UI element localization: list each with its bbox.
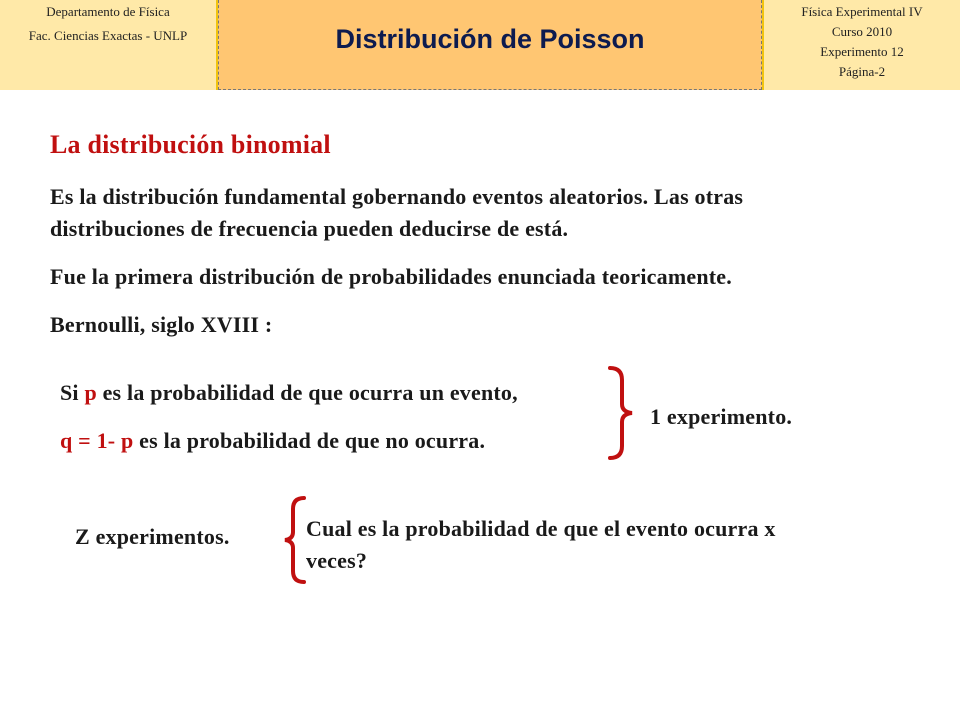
course-name-label: Física Experimental IV [801, 4, 923, 19]
question-line-2: veces? [306, 548, 368, 573]
paragraph-3: Bernoulli, siglo XVIII : [50, 312, 273, 337]
section-title: La distribución binomial [50, 130, 331, 159]
variable-p: p [84, 380, 97, 405]
header-left-panel [0, 0, 218, 90]
paragraph-2: Fue la primera distribución de probabilidades enunciada teoricamente. [50, 264, 732, 289]
z-experiments-label: Z experimentos. [75, 524, 230, 549]
faculty-label: Fac. Ciencias Exactas - UNLP [28, 28, 188, 43]
page-number-label: Página-2 [838, 64, 886, 79]
header-title-panel [218, 0, 762, 90]
experiment-label: Experimento 12 [820, 44, 904, 59]
header-right-panel [762, 0, 960, 90]
department-label: Departamento de Física [46, 4, 170, 19]
definition-p-line [60, 380, 518, 406]
definition-p-suffix: es la probabilidad de que ocurra un evento, [96, 380, 518, 405]
right-brace-icon [606, 366, 636, 460]
paragraph-1-line-2: distribuciones de frecuencia pueden deducirse de está. [50, 216, 569, 241]
one-experiment-label: 1 experimento. [650, 404, 793, 429]
course-year-label: Curso 2010 [831, 24, 893, 39]
page-title: Distribución de Poisson [335, 24, 645, 54]
paragraph-1-line-1: Es la distribución fundamental gobernando eventos aleatorios. Las otras [50, 184, 744, 209]
definition-q-suffix: es la probabilidad de que no ocurra. [133, 428, 486, 453]
question-line-1: Cual es la probabilidad de que el evento ocurra x [306, 516, 776, 541]
definition-q-line [60, 428, 485, 454]
definition-p-prefix: Si [60, 380, 85, 405]
left-brace-icon [282, 496, 308, 584]
q-expression: q = 1- p [60, 428, 134, 453]
